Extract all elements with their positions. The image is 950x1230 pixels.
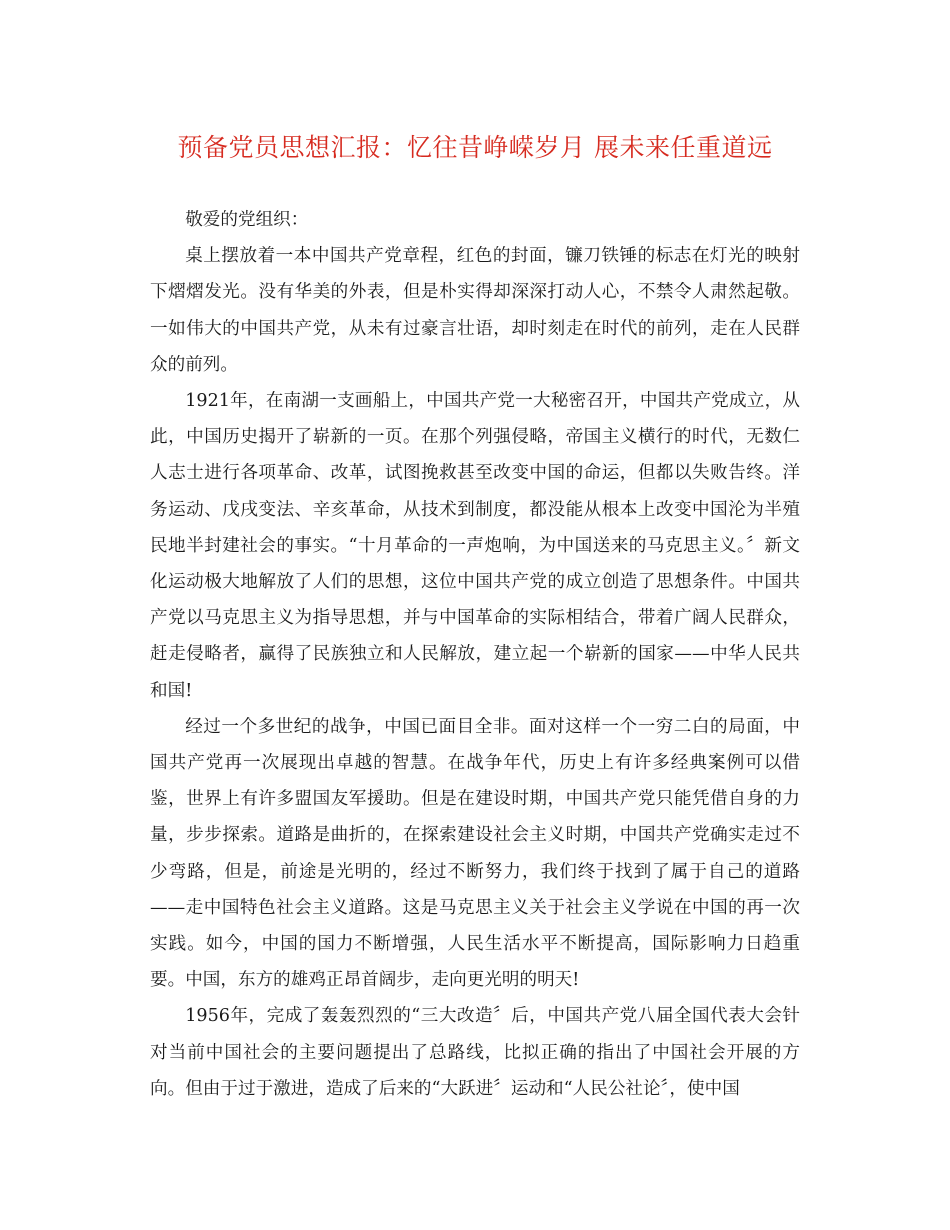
salutation: 敬爱的党组织：	[185, 210, 309, 230]
document-body	[150, 202, 800, 1107]
paragraph-2: 1921年，在南湖一支画船上，中国共产党一大秘密召开，中国共产党成立，从此，中国历史揭开了崭新的一页。在那个列强侵略，帝国主义横行的时代，无数仁人志士进行各项革命、改革，试图挽救甚至改变中国的命运，但都以失败告终。洋务运动、戊戌变法、辛亥革命，从技术到制度，都没能从根本上改变中国沦为半殖民地半封建社会的事实。“十月革命的一声炮响，为中国送来的马克思主义。〞新文化运动极大地解放了人们的思想，这位中国共产党的成立创造了思想条件。中国共产党以马克思主义为指导思想，并与中国革命的实际相结合，带着广阔人民群众，赶走侵略者，赢得了民族独立和人民解放，建立起一个崭新的国家——中华人民共和国!	[150, 391, 800, 701]
document-title: 预备党员思想汇报：忆往昔峥嵘岁月 展未来任重道远	[177, 133, 773, 162]
paragraph-1: 桌上摆放着一本中国共产党章程，红色的封面，镰刀铁锤的标志在灯光的映射下熠熠发光。没有华美的外表，但是朴实得却深深打动人心，不禁令人肃然起敬。一如伟大的中国共产党，从未有过豪言壮语，却时刻走在时代的前列，走在人民群众的前列。	[150, 246, 800, 375]
paragraph-4: 1956年，完成了轰轰烈烈的“三大改造〞后，中国共产党八届全国代表大会针对当前中国社会的主要问题提出了总路线，比拟正确的指出了中国社会开展的方向。但由于过于激进，造成了后来的“大跃进〞运动和“人民公社论〞，使中国	[150, 1006, 800, 1099]
paragraph-3: 经过一个多世纪的战争，中国已面目全非。面对这样一个一穷二白的局面，中国共产党再一次展现出卓越的智慧。在战争年代，历史上有许多经典案例可以借鉴，世界上有许多盟国友军援助。但是在建设时期，中国共产党只能凭借自身的力量，步步探索。道路是曲折的，在探索建设社会主义时期，中国共产党确实走过不少弯路，但是，前途是光明的，经过不断努力，我们终于找到了属于自己的道路——走中国特色社会主义道路。这是马克思主义关于社会主义学说在中国的再一次实践。如今，中国的国力不断增强，人民生活水平不断提高，国际影响力日趋重要。中国，东方的雄鸡正昂首阔步，走向更光明的明天!	[150, 716, 800, 991]
